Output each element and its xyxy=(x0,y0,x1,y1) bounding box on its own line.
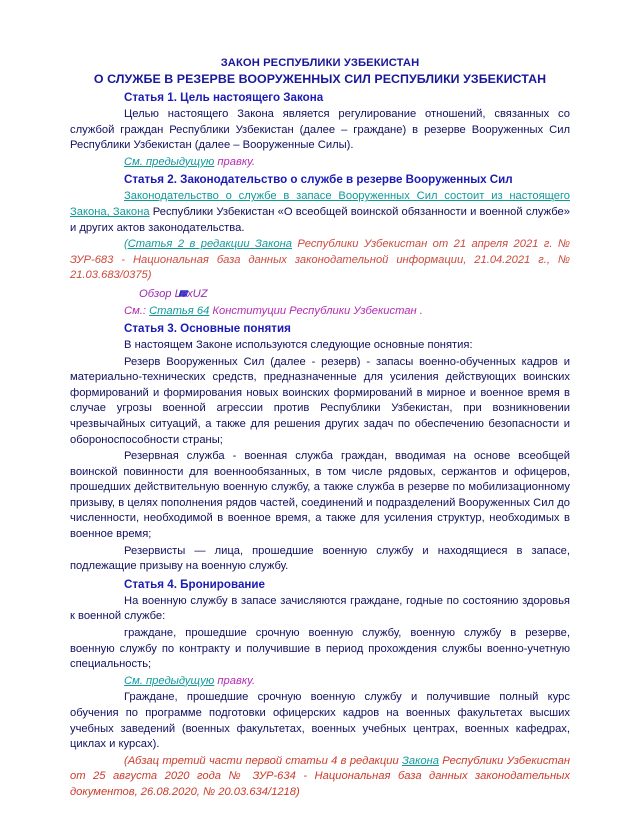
see-reference-prefix: См.: xyxy=(124,304,150,317)
article-4-amendment-rest: Республики Узбекистан от 25 августа 2020 года № ЗУР-634 - Национальная база данных законодательных документов, 26.08.2020, № 20.03.634/1218) xyxy=(70,754,570,798)
article-3-paragraph-2: Резерв Вооруженных Сил (далее - резерв) - запасы военно-обученных кадров и материально-технических средств, предназначенные для усиления действующих воинских формирований и формирования новых воинских формирований в мирное и военное время в случае угрозы военной агрессии против Республики Узбекистан, при возникновении чрезвычайных ситуаций, а также для решения других задач по обеспечению безопасности и обороноспособности страны; xyxy=(70,355,570,446)
article-2-amendment-note xyxy=(70,237,570,284)
article-1-heading: Статья 1. Цель настоящего Закона xyxy=(124,91,324,104)
document-title-line-2: О СЛУЖБЕ В РЕЗЕРВЕ ВООРУЖЕННЫХ СИЛ РЕСПУБЛИКИ УЗБЕКИСТАН xyxy=(93,72,547,86)
see-reference-suffix: Конституции Республики Узбекистан . xyxy=(209,304,423,317)
article-1-see-previous xyxy=(70,155,570,171)
lexuz-book-icon xyxy=(124,287,135,296)
article-4-amendment-pre: (Абзац третий части первой статьи 4 в редакции xyxy=(124,754,402,767)
article-3-paragraph-3: Резервная служба - военная служба граждан, вводимая на основе всеобщей воинской повинности для военнообязанных, в том числе рядовых, сержантов и офицеров, прошедших действительную военную службу, а также служба в резерве по мобилизационному призыву, в целях пополнения рядов частей, соединений и подразделений Вооруженных Сил до численности, необходимой в военное время, а также для усиления структур, необходимых в военное время; xyxy=(70,450,570,541)
article-4-amendment-note xyxy=(70,754,570,801)
article-2-law-link[interactable]: Законодательство о службе в запасе Вооруженных Сил состоит из настоящего Закона, Закона xyxy=(70,190,570,218)
document-body xyxy=(70,56,570,801)
article-4-paragraph-1: На военную службу в запасе зачисляются граждане, годные по состоянию здоровья к военной службе: xyxy=(70,594,570,623)
article-2-heading: Статья 2. Законодательство о службе в резерве Вооруженных Сил xyxy=(124,173,513,187)
article-2-amendment-link[interactable]: (Статья 2 в редакции Закона xyxy=(124,238,292,251)
article-4-paragraph-3: Граждане, прошедшие срочную военную службу и получившие полный курс обучения по программе подготовки офицерских кадров на военных факультетах высших учебных заведений (военных факультетах, военных учебных центрах, военных кафедрах, циклах и курсах). xyxy=(70,691,570,751)
article-4-amendment-link[interactable]: Закона xyxy=(401,754,439,767)
article-2-see-reference xyxy=(70,303,570,319)
see-previous-link[interactable]: См. предыдущую xyxy=(124,155,215,168)
article-3-heading: Статья 3. Основные понятия xyxy=(124,321,291,335)
article-4-paragraph-2: граждане, прошедшие срочную военную службу, военную службу в резерве, военную службу по контракту и получившие в период прохождения службы военно-учетную специальность; xyxy=(70,627,570,671)
constitution-article-link[interactable]: Статья 64 xyxy=(149,304,210,317)
see-previous-link[interactable]: См. предыдущую xyxy=(124,674,215,687)
lexuz-review-label[interactable]: Обзор LexUZ xyxy=(139,287,208,300)
article-2-amendment-rest: Республики Узбекистан от 21 апреля 2021 г. № ЗУР-683 - Национальная база данных законодательной информации, 21.04.2021 г., № 21.03.683/0375) xyxy=(70,238,570,282)
see-previous-tail: правку. xyxy=(214,674,256,687)
article-1-paragraph-1: Целью настоящего Закона является регулирование отношений, связанных со службой граждан Республики Узбекистан (далее – граждане) в резерве Вооруженных Сил Республики Узбекистан (далее – Вооруженные Силы). xyxy=(70,108,570,152)
article-3-paragraph-1: В настоящем Законе используются следующие основные понятия: xyxy=(124,338,473,351)
article-4-see-previous xyxy=(70,674,570,690)
article-3-paragraph-4: Резервисты — лица, прошедшие военную службу и находящиеся в запасе, подлежащие призыву на военную службу. xyxy=(70,544,570,573)
article-2-body-rest: Республики Узбекистан «О всеобщей воинской обязанности и военной службе» и других актов законодательства. xyxy=(70,205,570,234)
document-title-line-1: ЗАКОН РЕСПУБЛИКИ УЗБЕКИСТАН xyxy=(220,57,420,69)
article-4-heading: Статья 4. Бронирование xyxy=(124,577,265,591)
article-2-body xyxy=(70,189,570,236)
lexuz-review-line[interactable] xyxy=(70,286,570,302)
see-previous-tail: правку. xyxy=(214,155,256,168)
